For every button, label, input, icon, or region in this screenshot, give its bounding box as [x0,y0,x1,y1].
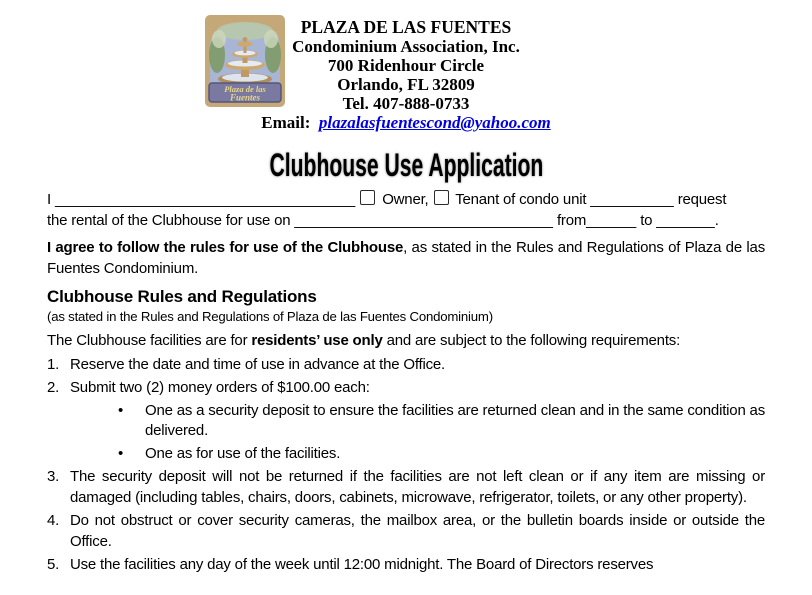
time-to-blank: _______ [656,211,715,229]
agreement-rest: , as stated in the Rules and Regulations of Plaza de las Fuentes Condominium. [47,239,765,277]
rule-number: 5. [47,556,60,573]
agreement-bold: I agree to follow the rules for use of the Clubhouse [47,239,404,256]
bullet-icon [118,444,145,465]
logo-caption-line2: Fuentes [229,92,261,103]
rule-item-5 [47,555,765,576]
request-suffix: request [677,191,727,208]
rule-number: 4. [47,512,60,529]
rule-text: Submit two (2) money orders of $100.00 each: [70,379,370,396]
rule-text: The security deposit will not be returned if the facilities are not left clean or if any item are missing or damaged (including tables, chairs, doors, cabinets, microwave, refrigerator, toilets, or any other property). [70,468,765,506]
intro-pre: The Clubhouse facilities are for [47,332,252,349]
rule-text: Reserve the date and time of use in advance at the Office. [70,355,446,373]
letterhead [0,0,812,132]
rules-heading: Clubhouse Rules and Regulations [47,287,317,306]
intro-post: and are subject to the following requirements: [382,332,681,349]
bullet-text: One as a security deposit to ensure the facilities are returned clean and in the same condition as delivered. [145,401,765,439]
line2-period: . [714,211,719,229]
tenant-checkbox[interactable] [434,190,449,205]
rule-number: 2. [47,379,60,396]
owner-checkbox[interactable] [360,190,375,205]
form-line-2 [47,211,765,232]
rule-item-4 [47,511,765,552]
tenant-label: Tenant of condo unit [455,191,587,208]
rules-intro [47,331,765,352]
title-wrap [0,148,812,182]
agreement-paragraph [47,238,765,279]
fountain-logo-icon [205,15,285,107]
condo-unit-blank: __________ [590,191,674,208]
email-label: Email: [261,113,311,132]
use-date-blank: _______________________________ [294,211,553,229]
rule-number: 3. [47,468,60,485]
email-link[interactable]: plazalasfuentescond@yahoo.com [318,113,551,132]
rules-subheading: (as stated in the Rules and Regulations of Plaza de las Fuentes Condominium) [47,309,493,324]
rule-text: Do not obstruct or cover security cameras, the mailbox area, or the bulletin boards inside or outside the Office. [70,512,765,550]
logo-caption-line1: Plaza de las [224,84,266,94]
rule-2-bullet-1 [118,401,765,442]
form-line-1 [47,190,765,211]
org-name: PLAZA DE LAS FUENTES [300,17,512,37]
bullet-text: One as for use of the facilities. [145,444,341,462]
rule-text: Use the facilities any day of the week until 12:00 midnight. The Board of Directors reserves [70,556,654,573]
intro-bold: residents’ use only [251,332,383,349]
rule-item-1 [47,355,765,376]
email-line [0,113,812,132]
line2-prefix: the rental of the Clubhouse for use on [47,211,291,229]
page-title: Clubhouse Use Application [269,147,543,183]
rule-2-bullet-2 [118,444,765,465]
rule-item-2 [47,378,765,399]
bullet-icon [118,401,145,442]
address-line2: Orlando, FL 32809 [337,75,475,94]
address-line1: 700 Ridenhour Circle [327,56,485,75]
org-line2: Condominium Association, Inc. [292,37,520,56]
document-body [47,190,765,576]
applicant-name-blank: ____________________________________ [54,191,356,208]
time-from-blank: ______ [586,211,637,229]
phone-line: Tel. 407-888-0733 [342,94,470,113]
form-prefix: I [47,191,51,208]
to-label: to [640,211,653,229]
owner-label: Owner, [382,191,429,208]
rule-item-3 [47,467,765,508]
rule-number: 1. [47,355,60,373]
from-label: from [556,211,587,229]
